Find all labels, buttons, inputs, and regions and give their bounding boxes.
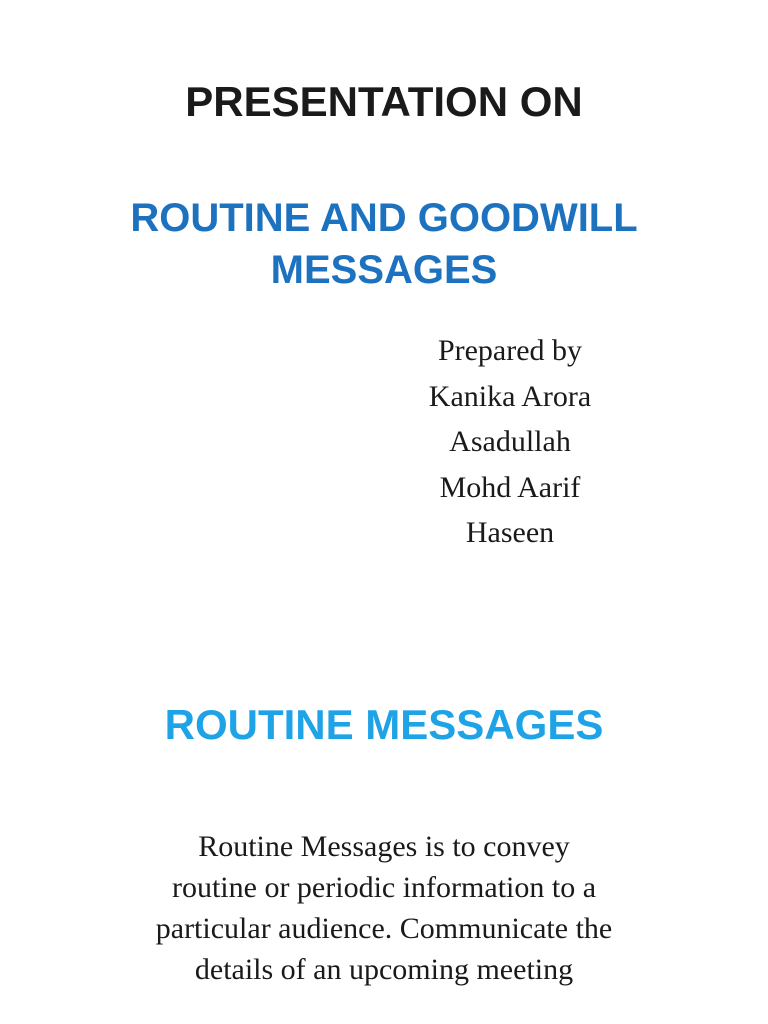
presentation-title [0, 192, 768, 296]
body-line: details of an upcoming meeting [194, 953, 574, 986]
title-line-2: MESSAGES [270, 248, 498, 292]
author-name: Haseen [465, 516, 555, 549]
section-body [100, 826, 668, 990]
author-name: Asadullah [449, 425, 571, 458]
prepared-by-label: Prepared by [437, 334, 583, 367]
section-title: ROUTINE MESSAGES [164, 701, 604, 748]
title-line-1: ROUTINE AND GOODWILL [130, 196, 638, 240]
author-name: Mohd Aarif [439, 470, 581, 504]
author-name: Kanika Arora [428, 379, 592, 413]
body-line: Routine Messages is to convey [198, 830, 570, 863]
credits-block [410, 328, 610, 556]
body-line: routine or periodic information to a [171, 871, 597, 904]
presentation-label: PRESENTATION ON [185, 78, 583, 125]
body-line: particular audience. Communicate the [155, 912, 613, 945]
